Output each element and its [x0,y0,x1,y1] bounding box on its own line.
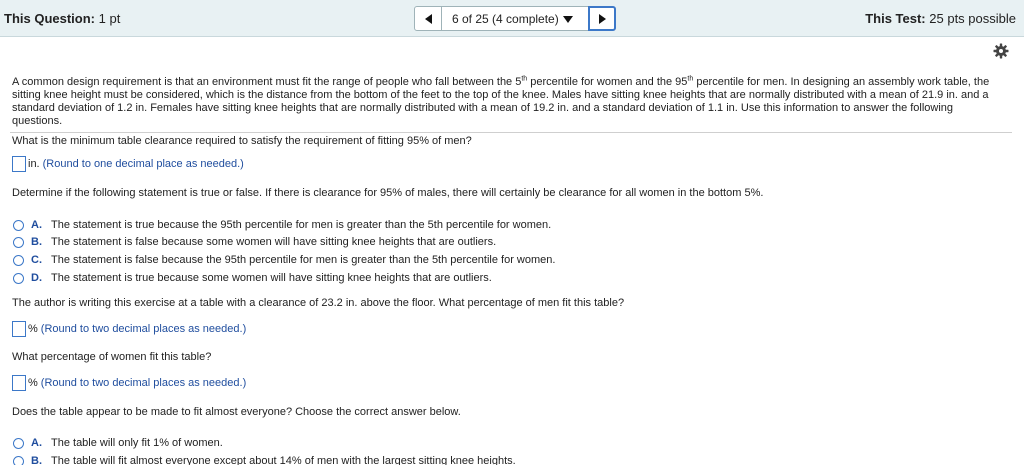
question-progress: 6 of 25 (4 complete) [452,12,559,26]
answer-unit-4: % [28,377,38,389]
arrow-right-icon [599,14,606,24]
q5-option-a[interactable]: A. The table will only fit 1% of women. [13,437,223,449]
radio-button[interactable] [13,237,24,248]
answer-hint-4: (Round to two decimal places as needed.) [40,377,247,389]
q5-option-b[interactable]: B. The table will fit almost everyone except about 14% of men with the largest sitting knee heights. [13,455,516,465]
answer-input-3[interactable] [12,321,26,337]
problem-statement-area [12,76,1012,133]
question-1-text: What is the minimum table clearance required to satisfy the requirement of fitting 95% of men? [12,135,472,147]
question-3-text: The author is writing this exercise at a table with a clearance of 23.2 in. above the floor. What percentage of men fit this table? [12,297,625,309]
radio-button[interactable] [13,273,24,284]
answer-row-4 [12,375,246,391]
gear-icon[interactable] [993,43,1009,59]
question-points: 1 pt [98,11,121,26]
next-question-button[interactable] [588,6,616,31]
problem-statement: A common design requirement is that an environment must fit the range of people who fall between the 5th percentile for women and the 95th percentile for men. In designing an assembly work table, the sitting knee height must be considered, which is the distance from the bottom of the feet to the top of the knee. Males have sitting knee heights that are normally distributed with a mean of 21.9 in. and a standard deviation of 1.2 in. Females have sitting knee heights that are normally distributed with a mean of 19.2 in. and a standard deviation of 1.1 in. Use this information to answer the following questions. [12,75,990,127]
answer-hint-1: (Round to one decimal place as needed.) [42,158,244,170]
top-bar [0,0,1024,37]
test-points-info [865,11,1016,26]
question-select-dropdown[interactable] [442,6,588,31]
answer-input-1[interactable] [12,156,26,172]
divider [10,132,1012,133]
q2-option-a[interactable]: A. The statement is true because the 95th percentile for men is greater than the 5th percentile for women. [13,219,551,231]
question-label: This Question: [4,11,95,26]
question-5-text: Does the table appear to be made to fit almost everyone? Choose the correct answer below. [12,406,461,418]
test-points: 25 pts possible [929,11,1016,26]
radio-button[interactable] [13,456,24,465]
question-points-info [4,11,120,26]
question-4-text: What percentage of women fit this table? [12,351,212,363]
previous-question-button[interactable] [414,6,442,31]
radio-button[interactable] [13,438,24,449]
caret-down-icon [563,16,573,23]
answer-unit-1: in. [28,158,40,170]
radio-button[interactable] [13,255,24,266]
question-navigator [414,6,616,31]
test-label: This Test: [865,11,926,26]
arrow-left-icon [425,14,432,24]
q2-option-d[interactable]: D. The statement is true because some women will have sitting knee heights that are outliers. [13,272,492,284]
answer-unit-3: % [28,323,38,335]
question-2-text: Determine if the following statement is true or false. If there is clearance for 95% of males, there will certainly be clearance for all women in the bottom 5%. [12,187,764,199]
answer-hint-3: (Round to two decimal places as needed.) [40,323,247,335]
q2-option-c[interactable]: C. The statement is false because the 95th percentile for men is greater than the 5th percentile for women. [13,254,555,266]
q2-option-b[interactable]: B. The statement is false because some women will have sitting knee heights that are outliers. [13,236,496,248]
answer-input-4[interactable] [12,375,26,391]
answer-row-1 [12,156,244,172]
radio-button[interactable] [13,220,24,231]
answer-row-3 [12,321,246,337]
